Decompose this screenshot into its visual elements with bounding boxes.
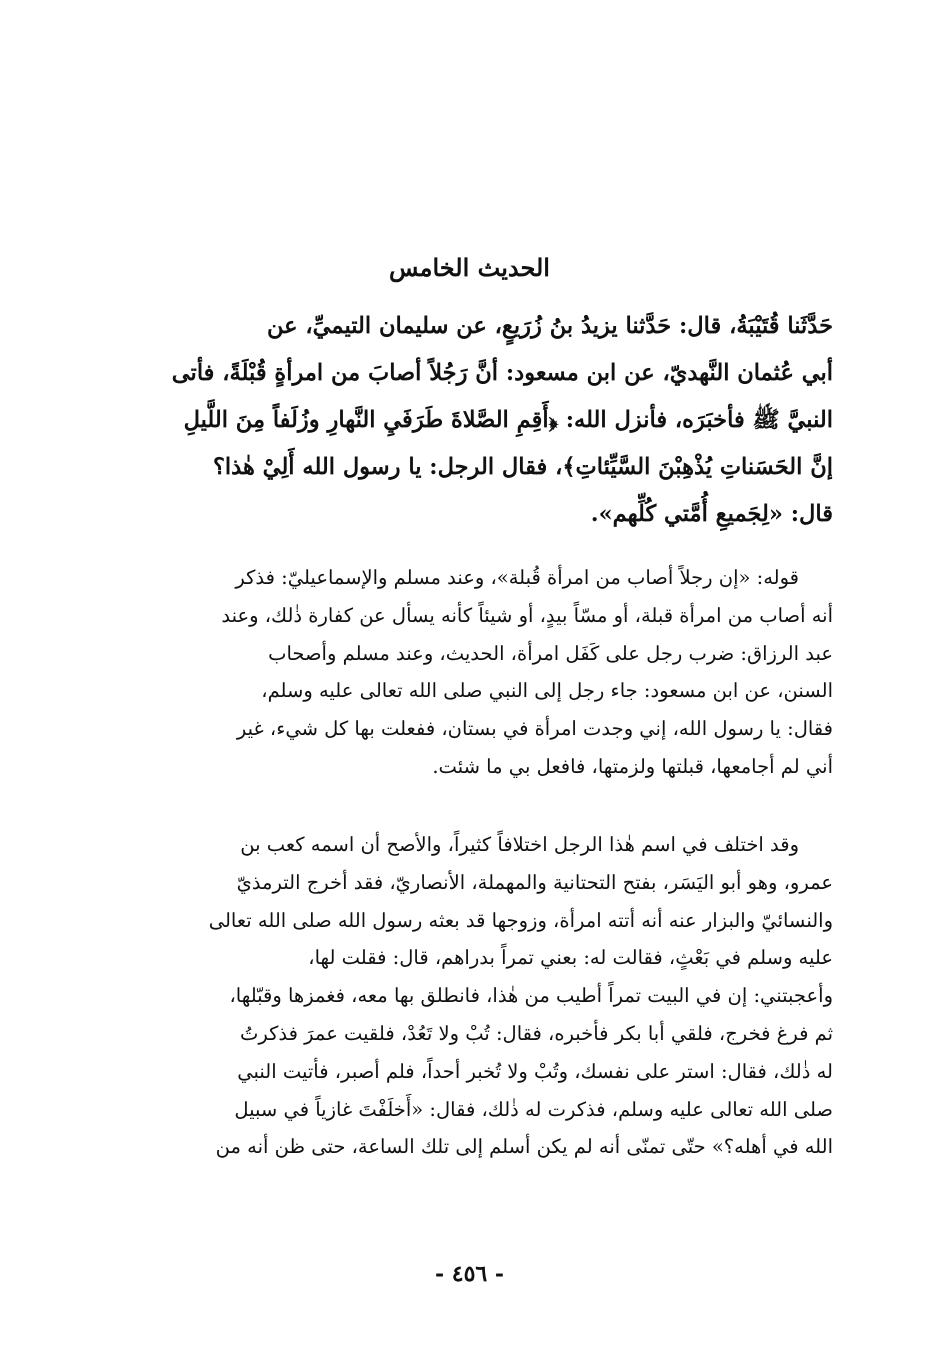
commentary-line: وأعجبتني: إن في البيت تمراً أطيب من هٰذا، فانطلق بها معه، فغمزها وقبّلها،	[229, 984, 833, 1008]
commentary-paragraph-1	[108, 559, 833, 786]
commentary-line: أنه أصاب من امرأة قبلة، أو مسّاً بيدٍ، أو شيئاً كأنه يسأل عن كفارة ذٰلك، وعند	[221, 603, 833, 627]
commentary-line: السنن، عن ابن مسعود: جاء رجل إلى النبي صلى الله تعالى عليه وسلم،	[261, 679, 833, 703]
commentary-paragraph-2	[108, 826, 833, 1166]
commentary-line: الله في أهله؟» حتّى تمنّى أنه لم يكن أسلم إلى تلك الساعة، حتى ظن أنه من	[215, 1135, 833, 1159]
hadith-line: النبيَّ ﷺ فأخبَرَه، فأنزل الله: ﴿أَقِمِ الصَّلاةَ طَرَفَيِ النَّهارِ وزُلَفاً مِنَ اللَّيلِ	[183, 407, 833, 433]
hadith-line: قال: «لِجَميعِ أُمَّتي كُلِّهم».	[590, 501, 833, 527]
commentary-line: عمرو، وهو أبو اليَسَر، بفتح التحتانية والمهملة، الأنصاريّ، فقد أخرج الترمذيّ	[236, 870, 833, 894]
hadith-text	[108, 303, 833, 538]
page-number: - ٤٥٦ -	[434, 1261, 505, 1287]
commentary-line: عبد الرزاق: ضرب رجل على كَفَل امرأة، الحديث، وعند مسلم وأصحاب	[268, 641, 833, 665]
commentary-line: فقال: يا رسول الله، إني وجدت امرأة في بستان، ففعلت بها كل شيء، غير	[236, 717, 833, 741]
commentary-line: صلى الله تعالى عليه وسلم، فذكرت له ذٰلك، فقال: «أَخلَفْتَ غازياً في سبيل	[234, 1097, 833, 1121]
commentary-line: وقد اختلف في اسم هٰذا الرجل اختلافاً كثيراً، والأصح أن اسمه كعب بن	[240, 833, 799, 856]
commentary-line: والنسائيّ والبزار عنه أنه أتته امرأة، وزوجها قد بعثه رسول الله صلى الله تعالى	[208, 908, 833, 932]
hadith-line: حَدَّثَنا قُتَيْبَةُ، قال: حَدَّثنا يزيدُ بنُ زُرَيعٍ، عن سليمان التيميِّ، عن	[267, 313, 833, 339]
commentary-line: قوله: «إن رجلاً أصاب من امرأة قُبلة»، وعند مسلم والإسماعيليّ: فذكر	[235, 566, 799, 589]
commentary-line: ثم فرغ فخرج، فلقي أبا بكر فأخبره، فقال: تُبْ ولا تَعُدْ، فلقيت عمرَ فذكرتُ	[240, 1021, 833, 1045]
hadith-line: أبي عُثمان النَّهديّ، عن ابن مسعود: أنَّ رَجُلاً أصابَ من امرأةٍ قُبْلَةً، فأتى	[171, 360, 833, 386]
commentary-line: أني لم أجامعها، قبلتها ولزمتها، فافعل بي ما شئت.	[432, 754, 833, 778]
commentary-line: عليه وسلم في بَعْثٍ، فقالت له: بعني تمراً بدراهم، قال: فقلت لها،	[308, 946, 833, 970]
hadith-line: إنَّ الحَسَناتِ يُذْهِبْنَ السَّيِّئاتِ﴾، فقال الرجل: يا رسول الله أَلِيْ هٰذا؟	[212, 454, 833, 480]
hadith-title: الحديث الخامس	[389, 253, 550, 282]
commentary-line: له ذٰلك، فقال: استر على نفسك، وتُبْ ولا تُخبر أحداً، فلم أصبر، فأتيت النبي	[237, 1059, 833, 1083]
